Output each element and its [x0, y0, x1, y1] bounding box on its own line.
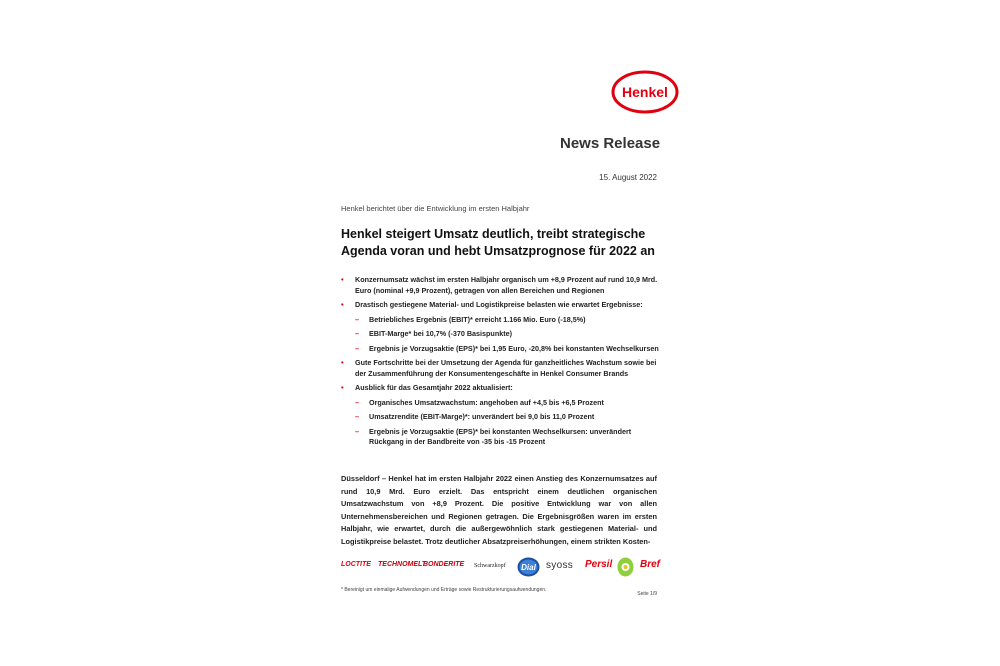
highlights-list	[341, 275, 666, 452]
dial-logo-text: Dial	[521, 563, 536, 572]
sub-item-text: Ergebnis je Vorzugsaktie (EPS)* bei konstanten Wechselkursen: unverändert Rückgang in der Bandbreite von -35 bis -15 Prozent	[369, 426, 632, 446]
sub-item	[355, 398, 666, 409]
sub-item-text: Umsatzrendite (EBIT-Marge)*: unverändert bei 9,0 bis 11,0 Prozent	[369, 412, 595, 421]
henkel-logo	[611, 70, 679, 114]
highlight-item	[341, 300, 666, 354]
schwarzkopf-logo: Schwarzkopf	[474, 563, 506, 569]
headline: Henkel steigert Umsatz deutlich, treibt strategische Agenda voran und hebt Umsatzprognose für 2022 an	[341, 227, 655, 258]
sub-item	[355, 427, 666, 448]
dash-icon: –	[355, 412, 359, 421]
dash-icon: –	[355, 314, 359, 324]
bullet-icon: •	[341, 275, 344, 284]
sub-item-text: Betriebliches Ergebnis (EBIT)* erreicht 1.166 Mio. Euro (-18,5%)	[369, 314, 586, 324]
highlight-item	[341, 275, 666, 296]
dash-icon: –	[355, 329, 359, 338]
bref-logo: Bref	[640, 559, 661, 570]
henkel-logo-text: Henkel	[622, 84, 668, 100]
bullet-icon: •	[341, 300, 344, 309]
bonderite-logo: BONDERITE	[423, 561, 465, 568]
sub-list	[355, 315, 666, 355]
sub-item-text: EBIT-Marge* bei 10,7% (-370 Basispunkte)	[369, 329, 512, 338]
technomelt-logo: TECHNOMELT	[378, 561, 427, 568]
syoss-logo: syoss	[546, 560, 574, 571]
sub-item	[355, 315, 666, 326]
body-paragraph: Düsseldorf – Henkel hat im ersten Halbjahr 2022 einen Anstieg des Konzernumsatzes auf rund 10,9 Mrd. Euro erzielt. Das entspricht einem deutlichen organischen Umsatzwachstum von +8,9 Prozent. Die positive Entwicklung war von allen Unternehmensbereichen und Regionen getragen. Die Ergebnisgrößen waren im ersten Halbjahr, wie erwartet, durch die außergewöhnlich stark gestiegenen Material- und Logistikpreise belastet. Trotz deutlicher Absatzpreiserhöhungen, einem strikten Kosten-	[341, 474, 657, 546]
sub-item-text: Organisches Umsatzwachstum: angehoben auf +4,5 bis +6,5 Prozent	[369, 397, 604, 407]
kicker-line: Henkel berichtet über die Entwicklung im ersten Halbjahr	[341, 204, 530, 213]
highlight-text: Drastisch gestiegene Material- und Logistikpreise belasten wie erwartet Ergebnisse:	[355, 300, 643, 309]
release-date: 15. August 2022	[599, 173, 657, 182]
sub-item-text: Ergebnis je Vorzugsaktie (EPS)* bei 1,95 Euro, -20,8% bei konstanten Wechselkursen	[369, 343, 659, 353]
dash-icon: –	[355, 426, 359, 436]
highlight-text: Konzernumsatz wächst im ersten Halbjahr organisch um +8,9 Prozent auf rund 10,9 Mrd. Euro (nominal +9,9 Prozent), getragen von allen Bereichen und Regionen	[355, 275, 658, 295]
dash-icon: –	[355, 397, 359, 407]
footnote: * Bereinigt um einmalige Aufwendungen und Erträge sowie Restrukturierungsaufwendungen.	[341, 587, 547, 593]
sub-item	[355, 329, 666, 340]
highlight-item	[341, 358, 666, 379]
loctite-logo: LOCTITE	[341, 561, 371, 568]
highlight-text: Gute Fortschritte bei der Umsetzung der Agenda für ganzheitliches Wachstum sowie bei der Zusammenführung der Konsumentengeschäfte in Henkel Consumer Brands	[355, 358, 657, 378]
persil-logo: Persil	[585, 559, 613, 570]
sub-item	[355, 412, 666, 423]
highlight-item	[341, 383, 666, 448]
brand-logos-row	[341, 557, 663, 579]
sub-item	[355, 344, 666, 355]
bullet-icon: •	[341, 383, 344, 392]
dial-logo	[517, 557, 540, 577]
page-number: Seite 1/9	[637, 591, 657, 597]
pril-logo-icon	[617, 557, 634, 577]
dash-icon: –	[355, 343, 359, 353]
highlight-text: Ausblick für das Gesamtjahr 2022 aktualisiert:	[355, 383, 513, 392]
bullet-icon: •	[341, 358, 344, 367]
document-type: News Release	[560, 135, 661, 152]
sub-list	[355, 398, 666, 448]
